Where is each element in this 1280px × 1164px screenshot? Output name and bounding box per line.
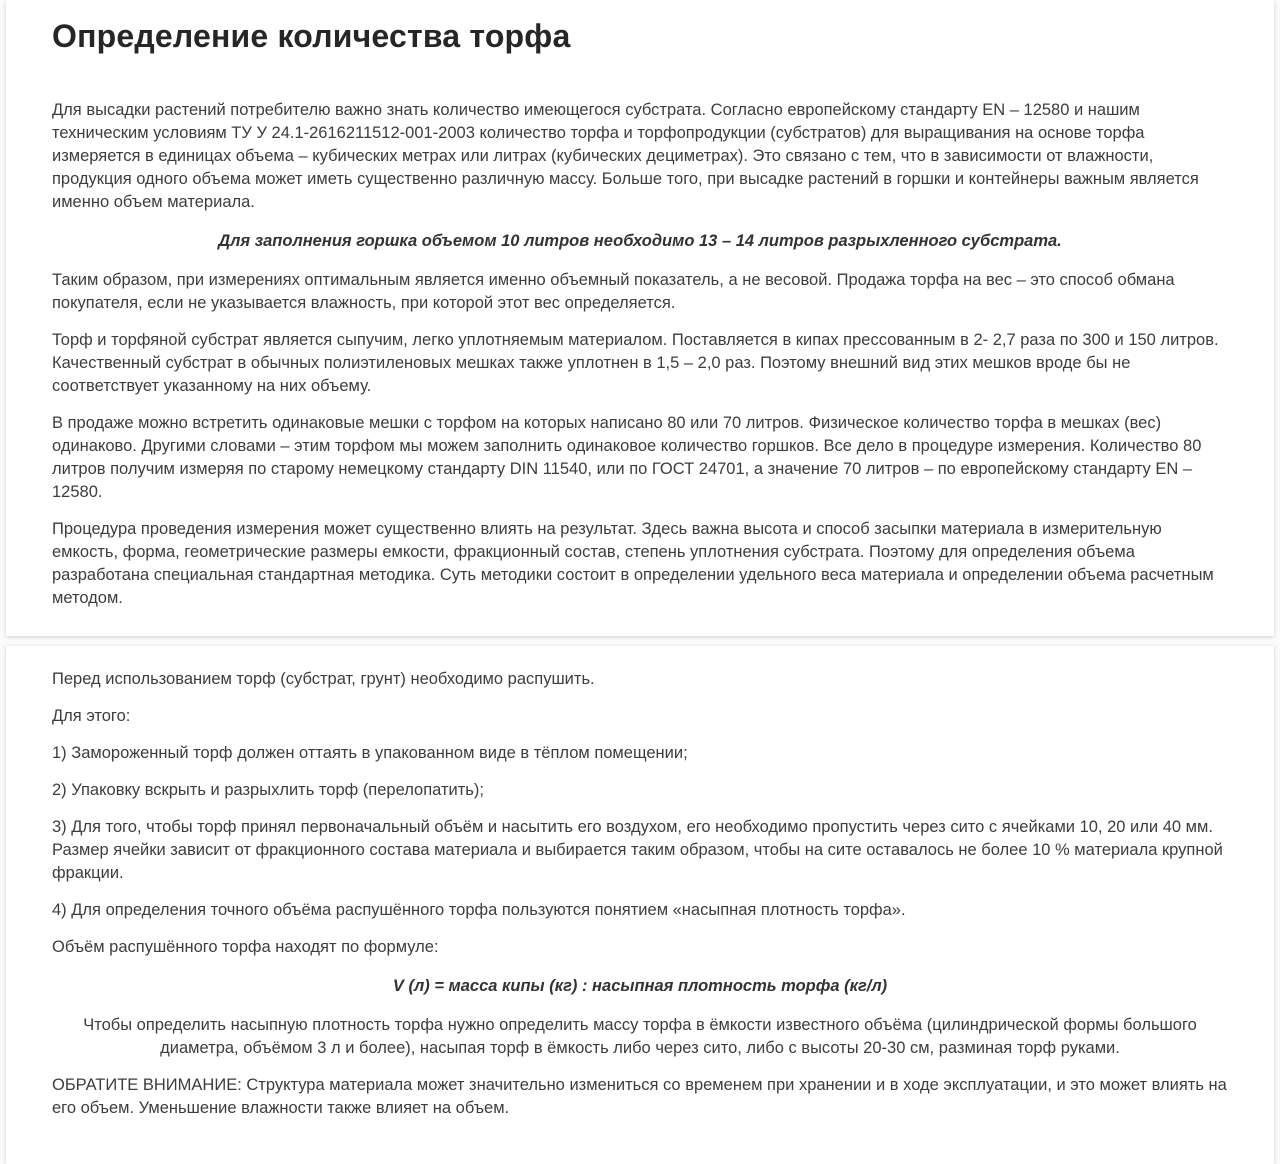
page-title: Определение количества торфа bbox=[52, 18, 571, 54]
paragraph-volume-vs-weight: Таким образом, при измерениях оптимальным является именно объемный показатель, а не весовой. Продажа торфа на вес – это способ обмана покупателя, если не указывается влажность, при которой этот вес определяется. bbox=[52, 271, 1175, 312]
density-instructions: Чтобы определить насыпную плотность торфа нужно определить массу торфа в ёмкости известного объёма (цилиндрической формы большого диаметра, объёмом 3 л и более), насыпая торф в ёмкость либо через сито, либо с высоты 20-30 см, разминая торф руками. bbox=[83, 1016, 1197, 1057]
section-measurement bbox=[6, 0, 1274, 636]
formula: V (л) = масса кипы (кг) : насыпная плотность торфа (кг/л) bbox=[392, 977, 888, 995]
list-item-3: 3) Для того, чтобы торф принял первоначальный объём и насытить его воздухом, его необходимо пропустить через сито с ячейками 10, 20 или 40 мм. Размер ячейки зависит от фракционного состава материала и выбирается таким образом, чтобы на сите оставалось не более 10 % материала крупной фракции. bbox=[52, 818, 1223, 882]
paragraph-bags-comparison: В продаже можно встретить одинаковые мешки с торфом на которых написано 80 или 70 литров. Физическое количество торфа в мешках (вес) одинаково. Другими словами – этим торфом мы можем заполнить одинаковое количество горшков. Все дело в процедуре измерения. Количество 80 литров получим измеряя по старому немецкому стандарту DIN 11540, или по ГОСТ 24701, а значение 70 литров – по европейскому стандарту EN – 12580. bbox=[52, 414, 1202, 501]
paragraph-for-this: Для этого: bbox=[52, 707, 131, 725]
list-item-4: 4) Для определения точного объёма распушённого торфа пользуются понятием «насыпная плотность торфа». bbox=[52, 901, 906, 919]
list-item-1: 1) Замороженный торф должен оттаять в упакованном виде в тёплом помещении; bbox=[52, 744, 688, 762]
attention-note: ОБРАТИТЕ ВНИМАНИЕ: Структура материала может значительно измениться со временем при хранении и в ходе эксплуатации, и это может влиять на его объем. Уменьшение влажности также влияет на объем. bbox=[52, 1076, 1227, 1117]
section-preparation bbox=[6, 646, 1274, 1164]
paragraph-measurement-procedure: Процедура проведения измерения может существенно влиять на результат. Здесь важна высота и способ засыпки материала в измерительную емкость, форма, геометрические размеры емкости, фракционный состав, степень уплотнения субстрата. Поэтому для определения объема разработана специальная стандартная методика. Суть методики состоит в определении удельного веса материала и определении объема расчетным методом. bbox=[52, 520, 1214, 607]
paragraph-compression: Торф и торфяной субстрат является сыпучим, легко уплотняемым материалом. Поставляется в кипах прессованным в 2- 2,7 раза по 300 и 150 литров. Качественный субстрат в обычных полиэтиленовых мешках также уплотнен в 1,5 – 2,0 раз. Поэтому внешний вид этих мешков вроде бы не соответствует указанному на них объему. bbox=[52, 331, 1219, 395]
paragraph-fluffing-intro: Перед использованием торф (субстрат, грунт) необходимо распушить. bbox=[52, 670, 595, 688]
list-item-2: 2) Упаковку вскрыть и разрыхлить торф (перелопатить); bbox=[52, 781, 484, 799]
formula-intro: Объём распушённого торфа находят по формуле: bbox=[52, 938, 439, 956]
paragraph-intro: Для высадки растений потребителю важно знать количество имеющегося субстрата. Согласно европейскому стандарту EN – 12580 и нашим техническим условиям ТУ У 24.1-2616211512-001-2003 количество торфа и торфопродукции (субстратов) для выращивания на основе торфа измеряется в единицах объема – кубических метрах или литрах (кубических дециметрах). Это связано с тем, что в зависимости от влажности, продукция одного объема может иметь существенно различную массу. Больше того, при высадке растений в горшки и контейнеры важным является именно объем материала. bbox=[52, 101, 1199, 211]
highlight-statement: Для заполнения горшка объемом 10 литров необходимо 13 – 14 литров разрыхленного субстрата. bbox=[218, 232, 1062, 250]
